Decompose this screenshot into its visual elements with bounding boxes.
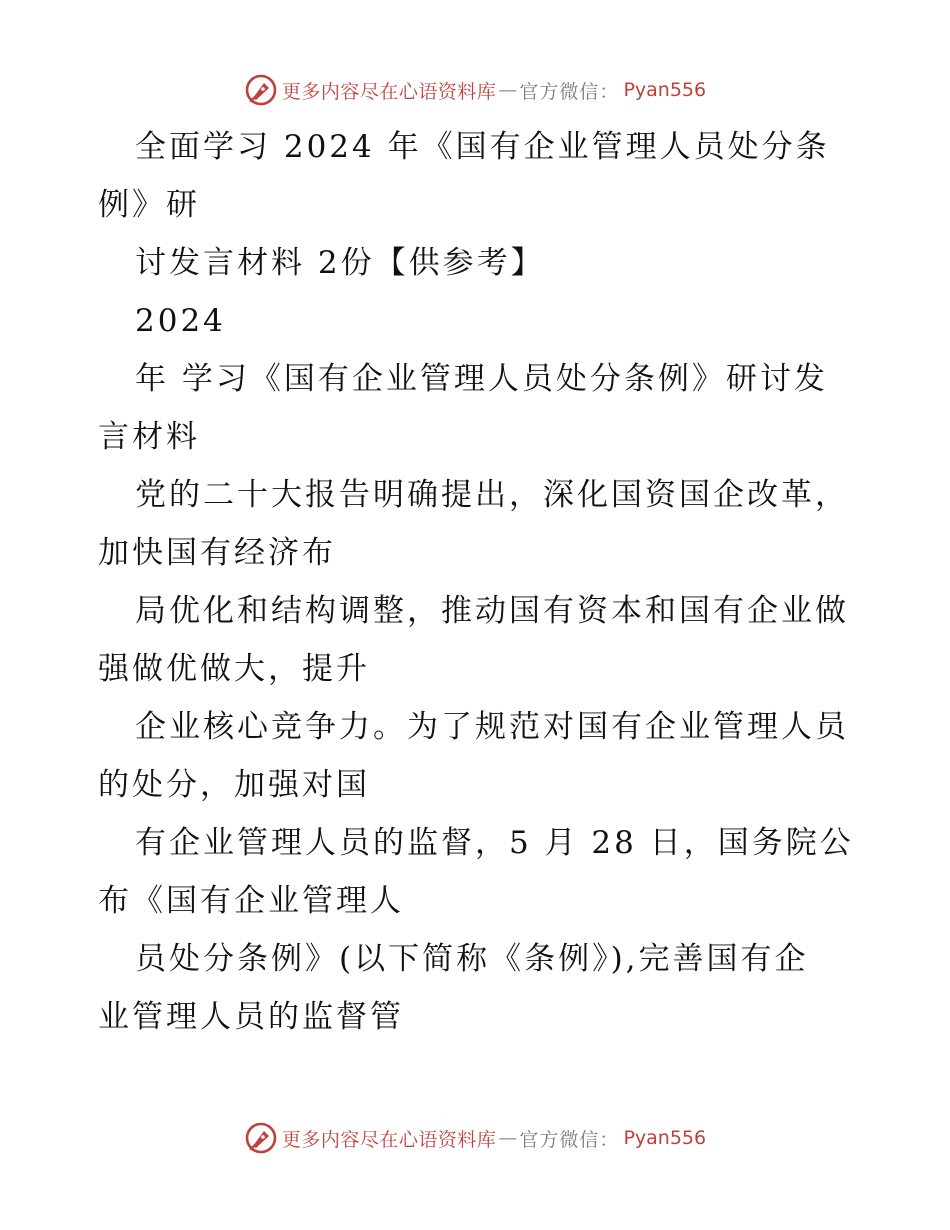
paragraph-subtitle: [98, 350, 858, 466]
paragraph-body: [98, 466, 858, 582]
paragraph-line: 有企业管理人员的监督，5 月 28 日，国务院公: [135, 825, 854, 861]
watermark-site-text: 更多内容尽在心语资料库: [281, 1128, 497, 1151]
paragraph-title-1: [98, 118, 858, 234]
paragraph-line: 例》研: [98, 187, 200, 223]
paragraph-line: 讨发言材料 2份【供参考】: [135, 245, 545, 281]
watermark-wechat-id: Pyan556: [623, 79, 707, 101]
paragraph-line: 2024: [135, 303, 226, 339]
paragraph-year: [98, 292, 858, 350]
paragraph-line: 党的二十大报告明确提出，深化国资国企改革，: [135, 477, 849, 513]
header-watermark: [0, 70, 950, 110]
paragraph-line: 言材料: [98, 419, 200, 455]
paragraph-body: [98, 698, 858, 814]
watermark-site-text: 更多内容尽在心语资料库: [281, 80, 497, 103]
watermark-dash: —: [498, 1127, 518, 1149]
paragraph-line: 员处分条例》(以下简称《条例》),完善国有企: [135, 941, 809, 977]
watermark-wechat-label: 官方微信：: [519, 1128, 620, 1151]
paragraph-title-2: [98, 234, 858, 292]
document-body: [98, 118, 858, 1046]
paragraph-line: 强做优做大，提升: [98, 651, 370, 687]
paragraph-line: 布《国有企业管理人: [98, 883, 404, 919]
paragraph-line: 加快国有经济布: [98, 535, 336, 571]
paragraph-line: 全面学习 2024 年《国有企业管理人员处分条: [135, 129, 830, 165]
paragraph-line: 企业核心竞争力。为了规范对国有企业管理人员: [135, 709, 849, 745]
footer-watermark: [0, 1118, 950, 1158]
watermark-dash: —: [498, 79, 518, 101]
paragraph-line: 局优化和结构调整，推动国有资本和国有企业做: [135, 593, 849, 629]
pen-nib-logo-icon: [244, 1121, 278, 1155]
watermark-wechat-id: Pyan556: [623, 1127, 707, 1149]
paragraph-body: [98, 814, 858, 930]
pen-nib-logo-icon: [244, 73, 278, 107]
paragraph-line: 的处分，加强对国: [98, 767, 370, 803]
paragraph-line: 年 学习《国有企业管理人员处分条例》研讨发: [135, 361, 828, 397]
paragraph-body: [98, 930, 858, 1046]
watermark-wechat-label: 官方微信：: [519, 80, 620, 103]
paragraph-body: [98, 582, 858, 698]
paragraph-line: 业管理人员的监督管: [98, 999, 404, 1035]
